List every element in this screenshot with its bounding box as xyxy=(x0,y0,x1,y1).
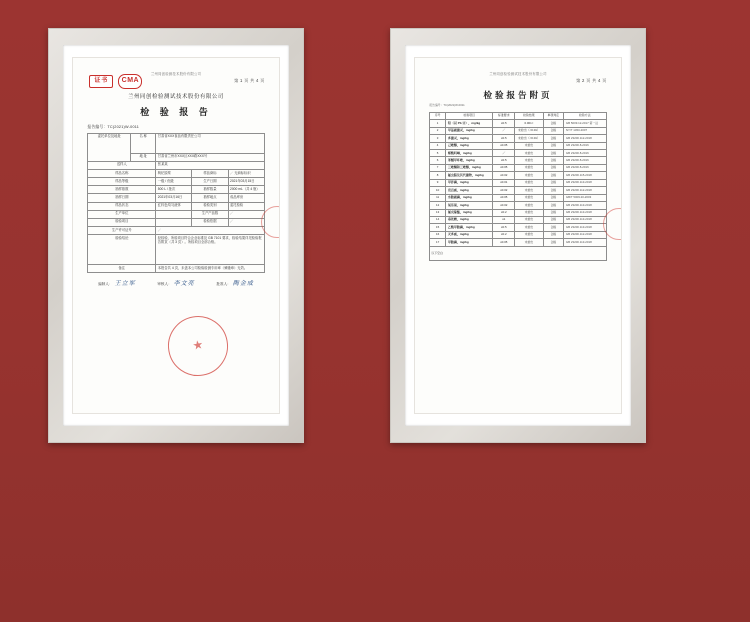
col-method: 检验方法 xyxy=(563,112,606,119)
cell-item: 多菌灵，mg/kg xyxy=(445,135,493,142)
cell-item: 铅（以 Pb 计），mg/kg xyxy=(445,120,493,127)
cell-item: 己唑醇，mg/kg xyxy=(445,142,493,149)
doc1-client-addr-key: 地 址 xyxy=(131,153,156,161)
table-row xyxy=(430,120,606,127)
cell-req: ≤0.05 xyxy=(493,239,515,246)
signature-editor xyxy=(98,281,135,289)
signature-reviewer xyxy=(157,281,194,289)
doc1-base-value: 500 L / 批次 xyxy=(156,186,192,194)
doc1-basis-value: ／ xyxy=(228,218,264,226)
doc1-qty-value: 2000 mL（共 4 瓶） xyxy=(228,186,264,194)
cell-verdict: 合格 xyxy=(543,239,563,246)
doc1-trademark-label: 样品商标 xyxy=(192,170,228,178)
cell-item: 氰戊菊酯，mg/kg xyxy=(445,209,493,216)
cell-no: 13 xyxy=(430,209,446,216)
cell-method: GB 23200.113-2018 xyxy=(563,239,606,246)
doc1-sampledate-label: 抽样日期 xyxy=(88,194,156,202)
table-row xyxy=(88,133,264,153)
cell-no: 8 xyxy=(430,172,446,179)
cell-item: 甲胺磷，mg/kg xyxy=(445,239,493,246)
cell-method: GB 23200.8-2016 xyxy=(563,164,606,171)
signature-approver-label: 批准人： xyxy=(216,282,231,287)
cell-result: 0.001 I xyxy=(515,120,543,127)
cell-method: GB 23200.112-2018 xyxy=(563,187,606,194)
cell-req: ≤0.5 xyxy=(493,120,515,127)
doc1-prodcount-value: ／ xyxy=(228,210,264,218)
cell-verdict: 合格 xyxy=(543,179,563,186)
table-row xyxy=(430,216,606,223)
cell-verdict: 合格 xyxy=(543,209,563,216)
cell-result: 未检出 xyxy=(515,202,543,209)
col-result: 检验结果 xyxy=(515,112,543,119)
cell-no: 10 xyxy=(430,187,446,194)
doc1-proddate-value: 2021年03月15日 xyxy=(228,178,264,186)
table-footer-row xyxy=(430,246,606,260)
cell-item: 甲拌磷，mg/kg xyxy=(445,179,493,186)
cell-req: ≤0.05 xyxy=(493,164,515,171)
table-row xyxy=(430,164,606,171)
cell-verdict: 合格 xyxy=(543,224,563,231)
table-header-row xyxy=(430,112,606,119)
cell-no: 4 xyxy=(430,142,446,149)
cell-verdict: 合格 xyxy=(543,127,563,134)
doc1-page-number: 第 1 页 共 4 页 xyxy=(234,77,265,83)
cell-no: 7 xyxy=(430,164,446,171)
cell-no: 17 xyxy=(430,239,446,246)
table-row xyxy=(430,142,606,149)
doc1-license-value: ／ xyxy=(156,227,264,235)
cell-req: ≤0.5 xyxy=(493,135,515,142)
table-row xyxy=(430,239,606,246)
cell-no: 3 xyxy=(430,135,446,142)
doc1-signature-row xyxy=(87,281,264,289)
cell-no: 11 xyxy=(430,194,446,201)
certificate-1-page xyxy=(72,57,279,414)
doc2-page-number: 第 2 页 共 4 页 xyxy=(576,77,607,83)
doc1-sender-label: 送样人 xyxy=(88,161,156,169)
cell-item: 水胺硫磷，mg/kg xyxy=(445,194,493,201)
cell-item: 氟虫腈及其代谢物，mg/kg xyxy=(445,172,493,179)
cell-method: GB 23200.113-2018 xyxy=(563,202,606,209)
certificate-2-frame[interactable] xyxy=(390,28,646,443)
doc1-client-addr-value: 甘肃省兰州市XXX区XXX路XXX号 xyxy=(156,153,264,161)
official-red-stamp xyxy=(164,311,234,381)
cell-verdict: 合格 xyxy=(543,187,563,194)
doc2-footer-note: 以下空白 xyxy=(430,246,606,260)
table-row xyxy=(430,157,606,164)
table-row xyxy=(430,172,606,179)
cell-verdict: 合格 xyxy=(543,216,563,223)
frame-mat xyxy=(63,45,288,425)
cell-req: ≤0.2 xyxy=(493,231,515,238)
cell-method: GB 23200.8-2016 xyxy=(563,150,606,157)
cell-req: ／ xyxy=(493,127,515,134)
doc1-items-label: 检验项目 xyxy=(88,218,156,226)
cell-method: GB 23200.113-2018 xyxy=(563,224,606,231)
doc1-license-label: 生产许可证号 xyxy=(88,227,156,235)
cell-req: ≤0.5 xyxy=(493,157,515,164)
cell-verdict: 合格 xyxy=(543,164,563,171)
doc1-info-table xyxy=(87,133,264,274)
table-row xyxy=(88,202,264,210)
table-row xyxy=(430,194,606,201)
cell-req: ≤0.5 xyxy=(493,224,515,231)
doc1-producer-label: 生产单位 xyxy=(88,210,156,218)
doc2-top-note: 兰州同创检验测试技术股份有限公司 xyxy=(489,71,547,76)
doc1-prodcount-label: 生产产品数 xyxy=(192,210,228,218)
cell-req: ≤0.02 xyxy=(493,172,515,179)
cell-verdict: 合格 xyxy=(543,231,563,238)
cell-item: 氧乐果，mg/kg xyxy=(445,202,493,209)
cell-no: 6 xyxy=(430,157,446,164)
cell-verdict: 合格 xyxy=(543,135,563,142)
cell-result: 未检出 xyxy=(515,224,543,231)
cell-item: 三唑酮和三唑醇，mg/kg xyxy=(445,164,493,171)
cell-result: 未检出 xyxy=(515,216,543,223)
certificate-1-frame[interactable] xyxy=(48,28,304,443)
cell-result: 未检出 xyxy=(515,194,543,201)
doc1-title: 检 验 报 告 xyxy=(140,106,212,117)
doc1-category-value: 委托检验 xyxy=(228,202,264,210)
table-row xyxy=(88,235,264,265)
cell-result: 未检出 xyxy=(515,187,543,194)
signature-approver-name: 陶金成 xyxy=(232,281,254,288)
table-row xyxy=(430,209,606,216)
doc1-producer-value xyxy=(156,210,192,218)
cell-method: GB 23200.112-2018 xyxy=(563,135,606,142)
col-req: 标准要求 xyxy=(493,112,515,119)
cma-logo: CMA xyxy=(118,74,142,89)
doc1-remark-label: 备注 xyxy=(88,265,156,273)
certificate-2-page xyxy=(414,57,621,414)
cell-verdict: 合格 xyxy=(543,120,563,127)
cell-req: ≤0.05 xyxy=(493,142,515,149)
col-item: 检验项目 xyxy=(445,112,493,119)
cell-method: GB 23200.113-2018 xyxy=(563,179,606,186)
cell-req: ≤0.02 xyxy=(493,202,515,209)
cell-no: 12 xyxy=(430,202,446,209)
signature-approver xyxy=(216,281,253,289)
cell-method: GB 23200.113-2018 xyxy=(563,209,606,216)
table-row xyxy=(88,218,264,226)
cell-req: ≤1 xyxy=(493,216,515,223)
cell-result: 未检出 xyxy=(515,231,543,238)
signature-reviewer-name: 李文亮 xyxy=(173,281,195,288)
table-row xyxy=(88,186,264,194)
cell-method: GB 23200.8-2016 xyxy=(563,157,606,164)
cell-verdict: 合格 xyxy=(543,172,563,179)
doc1-grade-label: 样品等级 xyxy=(88,178,156,186)
doc1-org-name: 兰州同创检验测试技术股份有限公司 xyxy=(128,93,224,100)
doc1-sample-name-label: 样品名称 xyxy=(88,170,156,178)
doc1-remark-value: 本报告共 4 页，未盖本公司检验检测专用章（骑缝章）无效。 xyxy=(156,265,264,273)
cell-method: GB 23200.112-2018 xyxy=(563,231,606,238)
cell-req: ≤0.01 xyxy=(493,179,515,186)
cell-req: ≤0.02 xyxy=(493,187,515,194)
table-row xyxy=(430,187,606,194)
table-row xyxy=(88,194,264,202)
cell-verdict: 合格 xyxy=(543,157,563,164)
table-row xyxy=(430,150,606,157)
table-row xyxy=(430,202,606,209)
cell-verdict: 合格 xyxy=(543,202,563,209)
cell-no: 14 xyxy=(430,216,446,223)
cell-method: GB 23200.113-2018 xyxy=(563,216,606,223)
cell-result: 未检出（<0.01） xyxy=(515,135,543,142)
doc1-report-number: 报告编号：TC(2021)W-0011 xyxy=(87,124,140,129)
cell-item: 灭多威，mg/kg xyxy=(445,231,493,238)
cell-method: GB 5009.12-2017 第一法 xyxy=(563,120,606,127)
doc1-category-label: 检验类别 xyxy=(192,202,228,210)
stamp-star: ★ xyxy=(191,337,205,354)
cell-verdict: 合格 xyxy=(543,194,563,201)
cell-result: 未检出 xyxy=(515,239,543,246)
signature-editor-name: 王立军 xyxy=(114,281,136,288)
doc1-qty-label: 抽样数量 xyxy=(192,186,228,194)
cell-result: 未检出 xyxy=(515,157,543,164)
doc1-sampledate-value: 2021年03月16日 xyxy=(156,194,192,202)
table-row xyxy=(88,161,264,169)
table-row xyxy=(430,179,606,186)
cell-result: 未检出 xyxy=(515,209,543,216)
signature-editor-label: 编制人： xyxy=(98,282,113,287)
cell-result: 未检出 xyxy=(515,150,543,157)
doc1-state-label: 样品状态 xyxy=(88,202,156,210)
cell-result: 未检出 xyxy=(515,172,543,179)
cell-req: ≤0.2 xyxy=(493,209,515,216)
cell-no: 2 xyxy=(430,127,446,134)
table-row xyxy=(430,127,606,134)
doc1-client-name-key: 名 称 xyxy=(131,133,156,153)
table-row xyxy=(88,265,264,273)
doc1-state-value: 红棕色均匀液体 xyxy=(156,202,192,210)
cell-item: 烯酰吗啉，mg/kg xyxy=(445,150,493,157)
doc1-client-name-value: 甘肃省XXX食品有限责任公司 xyxy=(156,133,264,153)
table-row xyxy=(430,231,606,238)
cell-no: 1 xyxy=(430,120,446,127)
cell-item: 苯醚甲环唑，mg/kg xyxy=(445,157,493,164)
table-row xyxy=(430,224,606,231)
doc1-proddate-label: 生产日期 xyxy=(192,178,228,186)
cell-no: 16 xyxy=(430,231,446,238)
cnas-logo: 证书 xyxy=(89,75,113,89)
cell-item: 毒死蜱，mg/kg xyxy=(445,216,493,223)
cell-no: 15 xyxy=(430,224,446,231)
table-row xyxy=(88,178,264,186)
doc1-top-note: 兰州同创检测技术股份有限公司 xyxy=(150,71,202,76)
cell-result: 未检出 xyxy=(515,179,543,186)
doc1-client-label: 委托单位及地址 xyxy=(88,133,131,161)
doc1-conclusion-label: 检验结论 xyxy=(88,235,156,265)
doc1-sender-value: 张某某 xyxy=(156,161,264,169)
doc1-logos xyxy=(89,74,142,89)
doc1-conclusion-value: 经检验，所检项目符合企业标准及 GB 7101 要求，检验结果详见检验报告附页（共 3 页）。所检项目全部合格。 xyxy=(156,235,264,265)
doc1-grade-value: 一级 / 优级 xyxy=(156,178,192,186)
doc2-results-body xyxy=(430,120,606,246)
doc1-base-label: 抽样基数 xyxy=(88,186,156,194)
cell-no: 9 xyxy=(430,179,446,186)
table-row xyxy=(430,135,606,142)
doc1-items-value xyxy=(156,218,192,226)
cell-req: ／ xyxy=(493,150,515,157)
table-row xyxy=(88,227,264,235)
col-no: 序号 xyxy=(430,112,446,119)
col-verdict: 单项判定 xyxy=(543,112,563,119)
signature-reviewer-label: 审核人： xyxy=(157,282,172,287)
cell-no: 5 xyxy=(430,150,446,157)
cell-method: NY/T 1453-2007 xyxy=(563,127,606,134)
cell-result: 未检出 xyxy=(515,142,543,149)
doc1-basis-label: 检验依据 xyxy=(192,218,228,226)
cell-result: 未检出 xyxy=(515,164,543,171)
cell-method: GB/T 5009.20-2003 xyxy=(563,194,606,201)
cell-item: 克百威，mg/kg xyxy=(445,187,493,194)
doc2-title: 检验报告附页 xyxy=(483,89,553,100)
cell-method: GB 23200.115-2018 xyxy=(563,172,606,179)
table-row xyxy=(88,170,264,178)
cell-verdict: 合格 xyxy=(543,142,563,149)
cell-item: 甲基硫菌灵，mg/kg xyxy=(445,127,493,134)
cell-verdict: 合格 xyxy=(543,150,563,157)
doc2-report-number: 报告编号：TC(2021)W-0011 xyxy=(429,103,465,108)
cell-result: 未检出（<0.01） xyxy=(515,127,543,134)
frame-mat xyxy=(405,45,630,425)
doc1-trademark-value: ／ 无商标标识 xyxy=(228,170,264,178)
doc2-results-table xyxy=(429,112,606,261)
doc1-samplesite-label: 抽样地点 xyxy=(192,194,228,202)
cell-method: GB 23200.8-2016 xyxy=(563,142,606,149)
doc1-sample-name-value: 枸杞原浆 xyxy=(156,170,192,178)
cell-item: 乙酰甲胺磷，mg/kg xyxy=(445,224,493,231)
doc1-samplesite-value: 成品库房 xyxy=(228,194,264,202)
table-row xyxy=(88,210,264,218)
cell-req: ≤0.05 xyxy=(493,194,515,201)
